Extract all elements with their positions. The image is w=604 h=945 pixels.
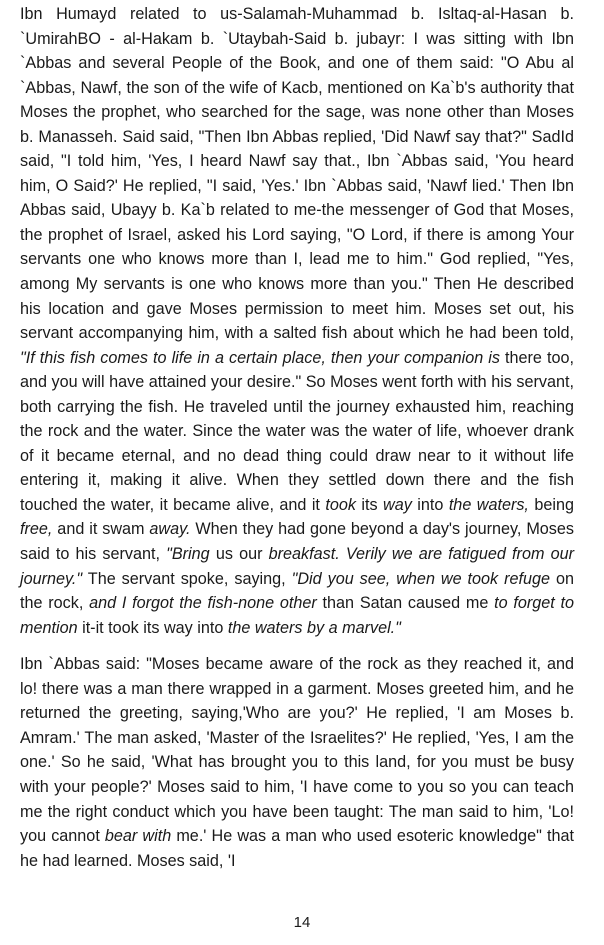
text-run: and it swam <box>52 520 150 539</box>
text-run: on the rock, <box>20 569 574 613</box>
italic-text-run: took <box>325 495 356 514</box>
italic-text-run: "Bring <box>166 545 210 564</box>
italic-text-run: "If this fish comes to life in a certain place, then your companion is <box>20 348 500 367</box>
text-run: its <box>355 495 384 514</box>
italic-text-run: and I forgot the fish-none other <box>89 594 317 613</box>
text-run: Ibn `Abbas said: "Moses became aware of the rock as they reached it, and lo! there was a man there wrapped in a garment. Moses greeted him, and he returned the greeting, saying,'Who are you?' He replied, 'I am Moses b. Amram.' The man asked, 'Master of the Israelites?' He replied, 'Yes, I am the one.' So he said, 'What has brought you to this land, for you must be busy with your people?' Moses said to him, 'I have come to you so you can teach me the right conduct which you have been taught: The man said to him, 'Lo! you cannot <box>20 655 574 846</box>
italic-text-run: the waters, <box>448 495 529 514</box>
italic-text-run: to forget to mention <box>20 594 575 637</box>
italic-text-run: "Did you see, when we took refuge <box>291 569 551 588</box>
paragraph <box>20 652 574 873</box>
text-run: being <box>528 495 574 514</box>
italic-text-run: breakfast. Verily we are fatigued from our journey." <box>20 545 574 588</box>
italic-text-run: way <box>383 495 412 514</box>
document-page <box>20 2 574 873</box>
italic-text-run: the waters by a marvel." <box>227 618 401 637</box>
italic-text-run: away. <box>149 520 191 539</box>
text-run: into <box>411 495 449 514</box>
paragraph <box>20 2 574 640</box>
text-run: me.' He was a man who used esoteric knowledge" that he had learned. Moses said, 'I <box>20 827 574 870</box>
italic-text-run: free, <box>20 520 53 539</box>
text-run: than Satan caused me <box>316 594 495 613</box>
text-run: When they had gone beyond a day's journey, Moses said to his servant, <box>20 520 574 564</box>
italic-text-run: bear with <box>104 827 172 846</box>
text-run: there too, and you will have attained your desire." So Moses went forth with his servant, both carrying the fish. He traveled until the journey exhausted him, reaching the rock and the water. Since the water was the water of life, whoever drank of it became eternal, and no dead thing could draw near to it without life entering it, making it alive. When they settled down there and the fish touched the water, it became alive, and it <box>20 348 574 514</box>
text-run: The servant spoke, saying, <box>82 569 292 588</box>
text-run: Ibn Humayd related to us-Salamah-Muhammad b. Isltaq-al-Hasan b. `UmirahBO - al-Hakam b. `Utaybah-Said b. jubayr: I was sitting with Ibn `Abbas and several People of the Book, and one of them said: "O Abu al `Abbas, Nawf, the son of the wife of Kacb, mentioned on Ka`b's authority that Moses the prophet, who searched for the sage, was none other than Moses b. Manasseh. Said said, "Then Ibn Abbas replied, 'Did Nawf say that?" SadId said, "I told him, 'Yes, I heard Nawf say that., Ibn `Abbas said, 'You heard him, O Said?' He replied, "I said, 'Yes.' Ibn `Abbas said, 'Nawf lied.' Then Ibn Abbas said, Ubayy b. Ka`b related to me-the messenger of God that Moses, the prophet of Israel, asked his Lord saying, "O Lord, if there is among Your servants one who knows more than I, lead me to him." God replied, "Yes, among My servants is one who knows more than you." Then He described his location and gave Moses permission to meet him. Moses set out, his servant accompanying him, with a salted fish about which he had been told, <box>20 5 574 343</box>
text-run: it-it took its way into <box>77 618 228 637</box>
page-number: 14 <box>293 914 311 931</box>
text-run: us our <box>209 545 269 564</box>
